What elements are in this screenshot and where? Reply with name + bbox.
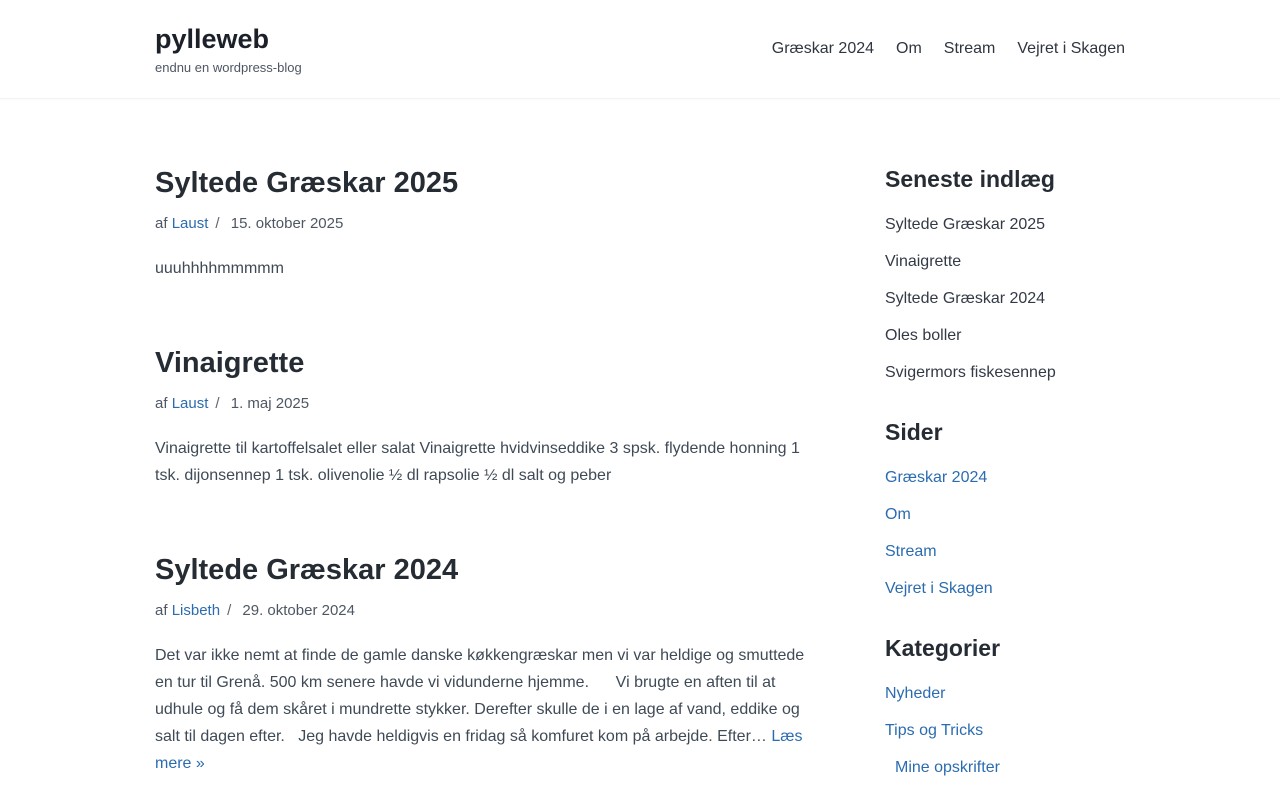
widget-recent-posts — [885, 165, 1125, 385]
widget-pages — [885, 418, 1125, 601]
pages-list — [885, 466, 1125, 601]
post-meta — [155, 215, 805, 233]
list-item[interactable] — [885, 287, 1125, 311]
nav-item-stream[interactable] — [944, 40, 996, 58]
widget-title-recent-posts: Seneste indlæg — [885, 166, 1055, 192]
post-syltede-graeskar-2025 — [155, 165, 805, 282]
post-excerpt — [155, 642, 809, 777]
sidebar — [885, 165, 1125, 800]
nav-link-graeskar-2024[interactable]: Græskar 2024 — [771, 40, 875, 57]
post-title[interactable]: Syltede Græskar 2025 — [155, 167, 459, 199]
widget-title-categories: Kategorier — [885, 635, 1001, 661]
post-excerpt-text: Det var ikke nemt at finde de gamle danske køkkengræskar men vi var heldige og smuttede en tur til Grenå. 500 km senere havde vi vidunderne hjemme. Vi brugte en aften til at udhule og få dem skåret i mundrette stykker. Derefter skulle de i en lage af vand, eddike og salt til dagen efter. Jeg havde heldigvis en fridag så komfuret kom på arbejde. Efter… — [155, 647, 809, 745]
page-link-stream[interactable]: Stream — [885, 543, 937, 560]
recent-post-link-oles-boller[interactable]: Oles boller — [885, 327, 962, 344]
post-meta-separator: / — [215, 395, 220, 412]
post-title[interactable]: Vinaigrette — [155, 347, 305, 379]
list-item[interactable] — [885, 540, 1125, 564]
post-author-link[interactable]: Lisbeth — [171, 602, 221, 619]
page-link-om[interactable]: Om — [885, 506, 911, 523]
nav-item-om[interactable] — [896, 40, 922, 58]
page-link-vejret-i-skagen[interactable]: Vejret i Skagen — [885, 580, 993, 597]
category-link-mine-opskrifter[interactable]: Mine opskrifter — [895, 759, 1000, 776]
widget-categories — [885, 634, 1125, 780]
post-author-link[interactable]: Laust — [171, 215, 209, 232]
nav-item-vejret-i-skagen[interactable] — [1017, 40, 1125, 58]
list-item[interactable] — [885, 756, 1125, 780]
recent-post-link-svigermors-fiskesennep[interactable]: Svigermors fiskesennep — [885, 364, 1056, 381]
nav-link-vejret-i-skagen[interactable]: Vejret i Skagen — [1017, 40, 1125, 57]
widget-title-pages: Sider — [885, 419, 943, 445]
category-link-nyheder[interactable]: Nyheder — [885, 685, 946, 702]
post-title[interactable]: Syltede Græskar 2024 — [155, 554, 459, 586]
nav-link-stream[interactable]: Stream — [943, 40, 996, 57]
category-link-tips-og-tricks[interactable]: Tips og Tricks — [885, 722, 984, 739]
list-item[interactable] — [885, 213, 1125, 237]
post-date: 15. oktober 2025 — [230, 215, 344, 232]
recent-post-link-syltede-graeskar-2024[interactable]: Syltede Græskar 2024 — [885, 290, 1046, 307]
post-author-link[interactable]: Laust — [171, 395, 209, 412]
site-branding — [155, 23, 302, 75]
list-item[interactable] — [885, 324, 1125, 348]
post-syltede-graeskar-2024 — [155, 552, 809, 777]
post-meta-separator: / — [215, 215, 220, 232]
nav-item-graeskar-2024[interactable] — [772, 40, 874, 58]
post-meta — [155, 602, 805, 620]
main-navigation — [772, 40, 1125, 58]
post-meta-by-label: af — [155, 215, 168, 232]
post-meta-by-label: af — [155, 602, 168, 619]
post-excerpt: Vinaigrette til kartoffelsalet eller salat Vinaigrette hvidvinseddike 3 spsk. flydende honning 1 tsk. dijonsennep 1 tsk. olivenolie ½ dl rapsolie ½ dl salt og peber — [155, 440, 805, 484]
recent-post-link-syltede-graeskar-2025[interactable]: Syltede Græskar 2025 — [885, 216, 1046, 233]
list-item[interactable] — [885, 250, 1125, 274]
post-date: 29. oktober 2024 — [242, 602, 355, 619]
post-meta-separator: / — [227, 602, 232, 619]
post-meta-by-label: af — [155, 395, 168, 412]
post-excerpt: uuuhhhhmmmmm — [155, 260, 284, 277]
read-more-link[interactable]: Læs mere » — [155, 728, 807, 772]
main-nav-list — [772, 40, 1125, 58]
list-item[interactable] — [885, 361, 1125, 385]
page-content-wrapper — [155, 99, 1125, 800]
categories-list — [885, 682, 1125, 780]
list-item[interactable] — [885, 682, 1125, 706]
site-tagline: endnu en wordpress-blog — [155, 60, 302, 76]
list-item[interactable] — [885, 503, 1125, 527]
nav-link-om[interactable]: Om — [896, 40, 922, 57]
posts-column — [155, 165, 809, 800]
post-date: 1. maj 2025 — [230, 395, 310, 412]
page-link-graeskar-2024[interactable]: Græskar 2024 — [885, 469, 988, 486]
list-item[interactable] — [885, 577, 1125, 601]
list-item[interactable] — [885, 719, 1125, 743]
post-vinaigrette — [155, 345, 805, 489]
recent-posts-list — [885, 213, 1125, 385]
post-meta — [155, 395, 805, 413]
list-item[interactable] — [885, 466, 1125, 490]
recent-post-link-vinaigrette[interactable]: Vinaigrette — [885, 253, 962, 270]
site-title[interactable]: pylleweb — [155, 23, 270, 54]
site-header — [0, 0, 1280, 99]
